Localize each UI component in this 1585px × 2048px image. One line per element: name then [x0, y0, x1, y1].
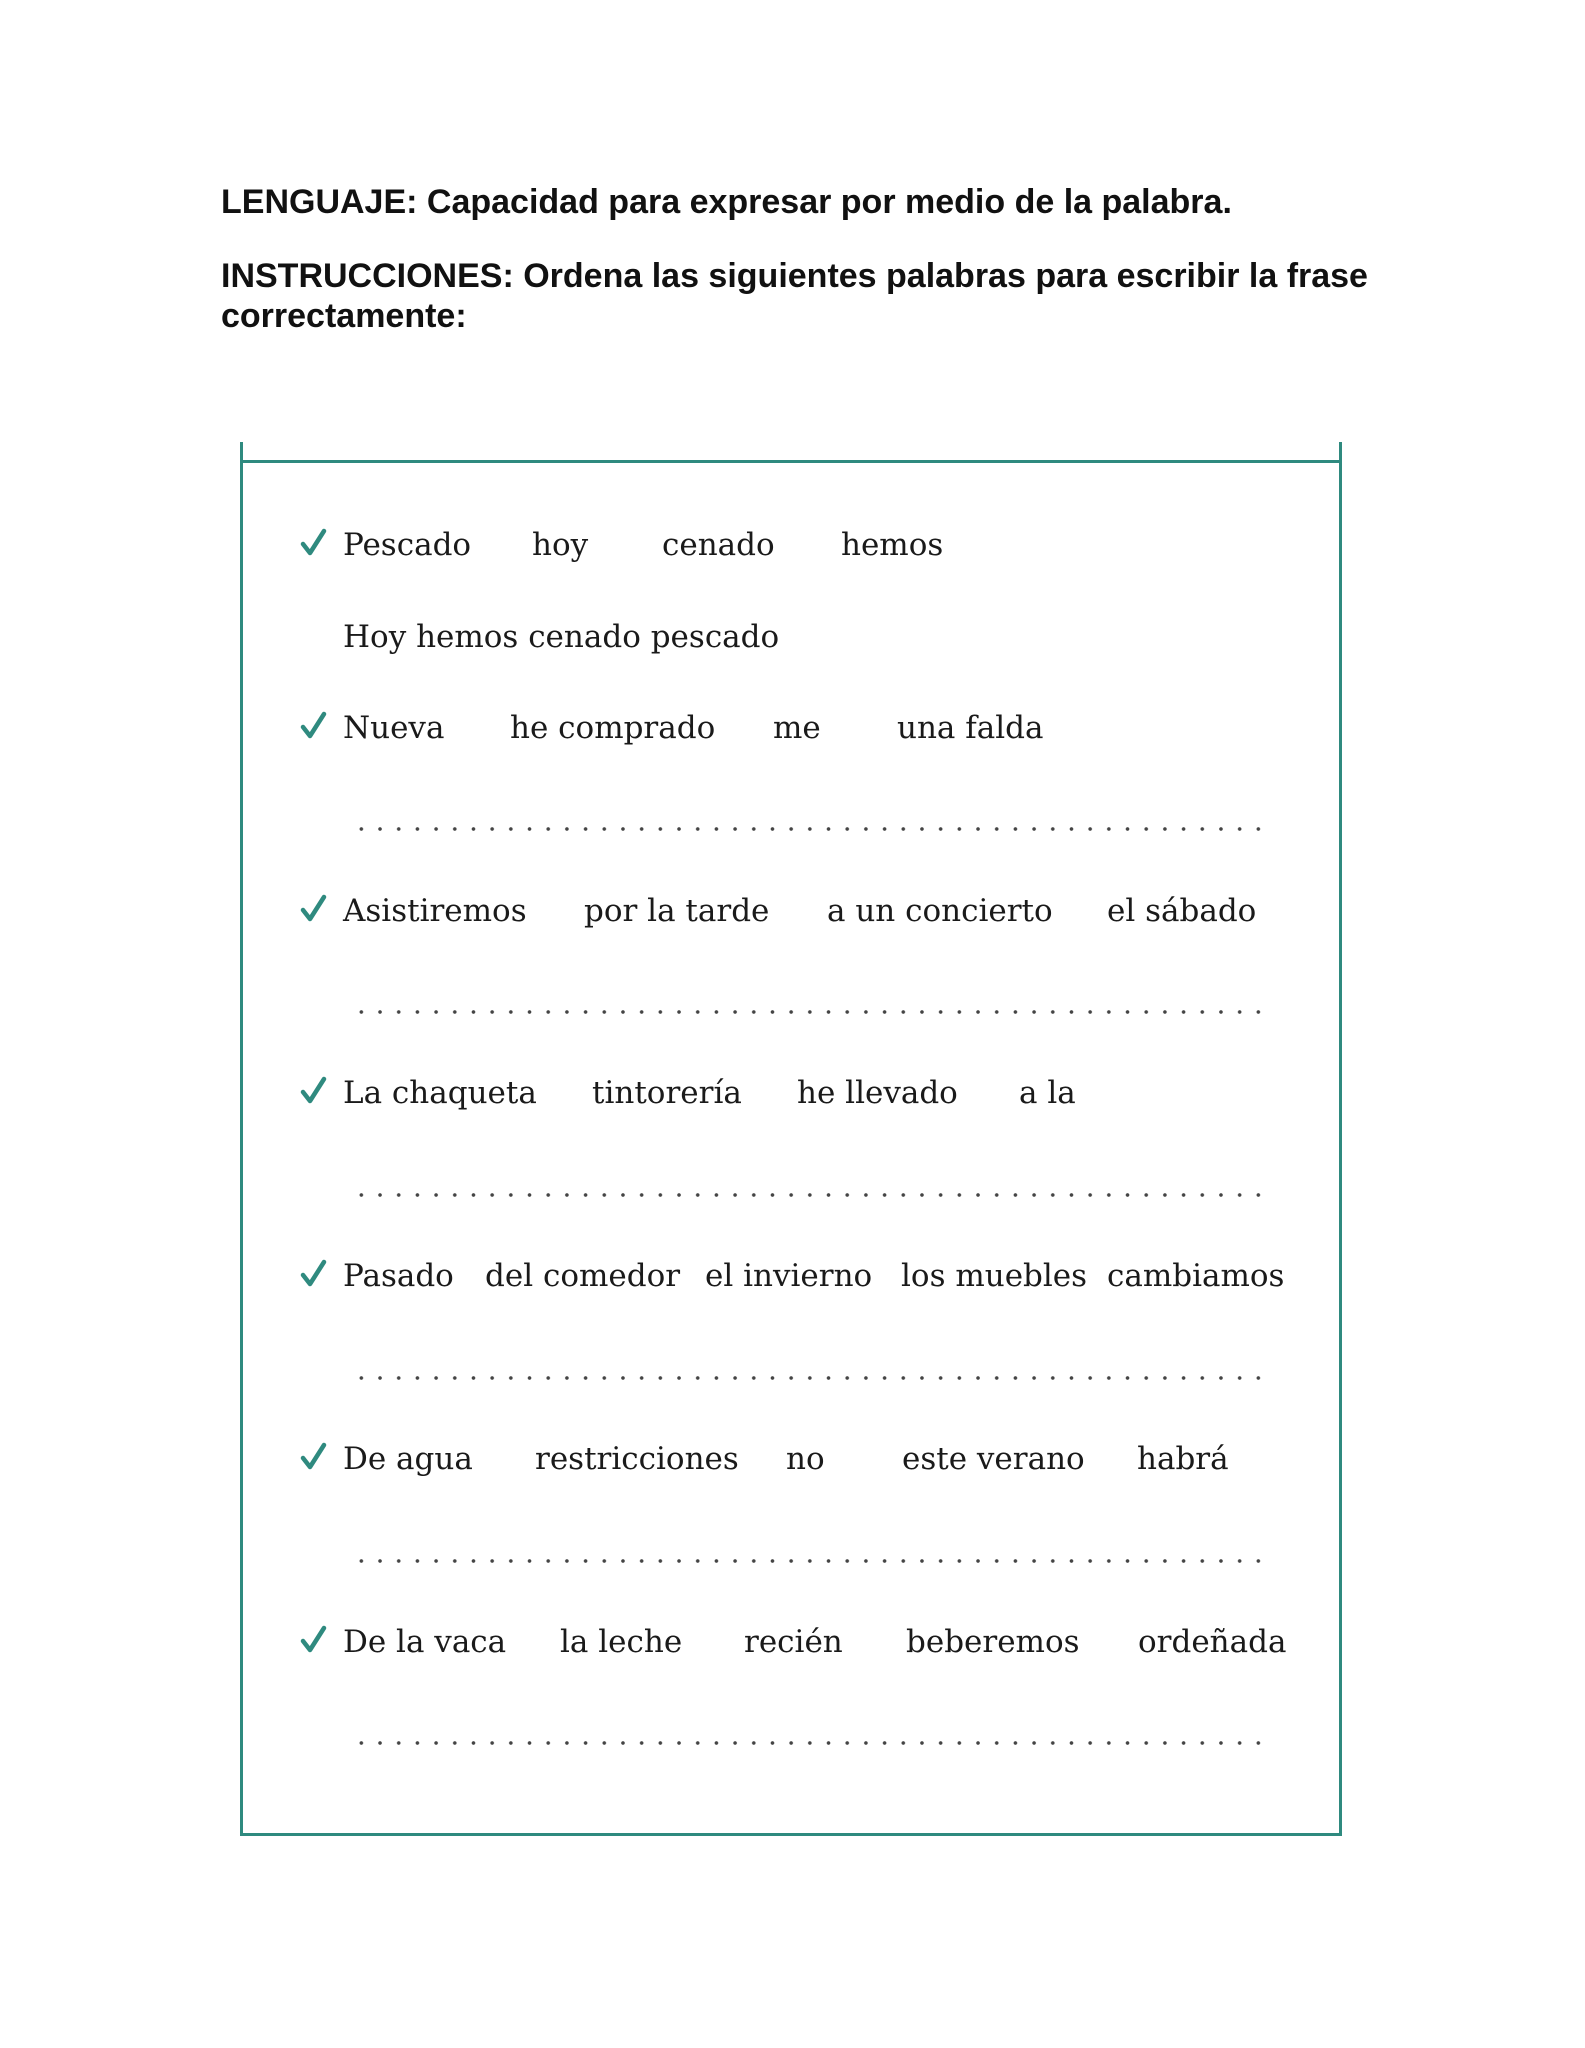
check-icon — [300, 522, 328, 562]
scrambled-word: beberemos — [906, 1624, 1080, 1660]
exercise-item — [300, 1434, 1300, 1484]
exercise-item — [300, 886, 1300, 936]
check-icon — [300, 888, 328, 928]
example-answer: Hoy hemos cenado pescado — [343, 619, 780, 655]
page-title: LENGUAJE: Capacidad para expresar por medio de la palabra. — [221, 183, 1232, 221]
answer-line[interactable] — [352, 1192, 1270, 1198]
check-icon — [300, 1253, 328, 1293]
scrambled-word: Asistiremos — [343, 893, 527, 929]
scrambled-word: Pescado — [343, 527, 472, 563]
exercise-item — [300, 1251, 1300, 1301]
check-icon — [300, 1070, 328, 1110]
scrambled-word: este verano — [902, 1441, 1085, 1477]
scrambled-word: cenado — [662, 527, 775, 563]
frame-right-border — [1339, 442, 1342, 1836]
scrambled-word: no — [786, 1441, 825, 1477]
answer-line[interactable] — [352, 1740, 1270, 1746]
scrambled-word: La chaqueta — [343, 1075, 537, 1111]
scrambled-word: los muebles — [901, 1258, 1088, 1294]
scrambled-word: De agua — [343, 1441, 473, 1477]
scrambled-word: el invierno — [705, 1258, 873, 1294]
answer-line[interactable] — [352, 1009, 1270, 1015]
scrambled-word: habrá — [1137, 1441, 1229, 1477]
scrambled-word: del comedor — [485, 1258, 681, 1294]
scrambled-word: hemos — [841, 527, 944, 563]
scrambled-word: Nueva — [343, 710, 445, 746]
scrambled-word: Pasado — [343, 1258, 454, 1294]
scrambled-word: me — [773, 710, 821, 746]
instructions: INSTRUCCIONES: Ordena las siguientes palabras para escribir la frase correctamente: — [221, 257, 1368, 335]
scrambled-word: he comprado — [510, 710, 716, 746]
exercise-item — [300, 703, 1300, 753]
scrambled-word: De la vaca — [343, 1624, 507, 1660]
exercise-item — [300, 520, 1300, 570]
scrambled-word: el sábado — [1107, 893, 1257, 929]
scrambled-word: hoy — [532, 527, 589, 563]
scrambled-word: ordeñada — [1138, 1624, 1287, 1660]
check-icon — [300, 1436, 328, 1476]
scrambled-word: tintorería — [592, 1075, 742, 1111]
scrambled-word: restricciones — [535, 1441, 739, 1477]
answer-line[interactable] — [352, 1558, 1270, 1564]
scrambled-word: a un concierto — [827, 893, 1053, 929]
scrambled-word: a la — [1019, 1075, 1076, 1111]
scrambled-word: he llevado — [797, 1075, 958, 1111]
exercise-item — [300, 1068, 1300, 1118]
frame-top-border — [240, 460, 1342, 463]
check-icon — [300, 705, 328, 745]
scrambled-word: cambiamos — [1107, 1258, 1285, 1294]
answer-line[interactable] — [352, 826, 1270, 832]
frame-left-border — [240, 442, 243, 1836]
scrambled-word: la leche — [560, 1624, 683, 1660]
frame-bottom-border — [240, 1833, 1342, 1836]
scrambled-word: recién — [744, 1624, 843, 1660]
answer-line[interactable] — [352, 1375, 1270, 1381]
exercise-item — [300, 1617, 1300, 1667]
scrambled-word: por la tarde — [584, 893, 770, 929]
scrambled-word: una falda — [897, 710, 1044, 746]
check-icon — [300, 1619, 328, 1659]
